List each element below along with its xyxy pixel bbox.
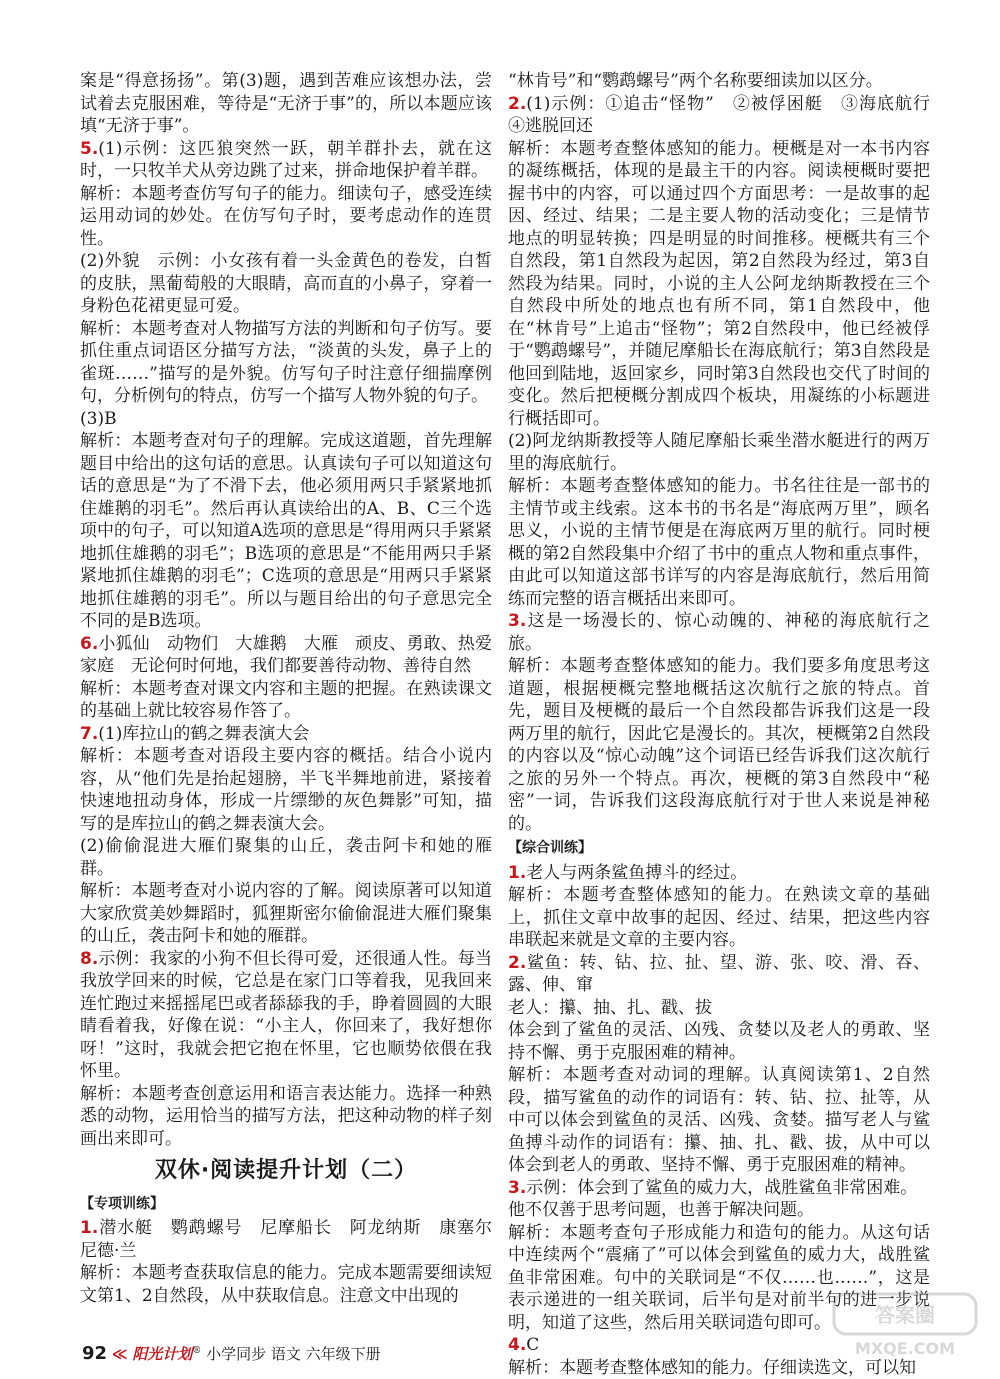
explanation: 解析：本题考查对课文内容和主题的把握。在熟读课文的基础上就比较容易作答了。	[80, 678, 492, 723]
answer-5-1: 5.(1)示例：这匹狼突然一跃，朝羊群扑去，就在这时，一只牧羊犬从旁边跳了过来，拼命地保护着羊群。	[80, 138, 492, 183]
answer-5-3: (3)B	[80, 408, 492, 431]
registered-mark: ®	[192, 1346, 201, 1356]
watermark-url: MXQE.COM	[855, 1339, 955, 1358]
question-number: 1.	[80, 1218, 98, 1238]
question-number: 2.	[508, 94, 526, 114]
explanation: 解析：本题考查对人物描写方法的判断和句子仿写。要抓住重点词语区分描写方法，“淡黄的头发，鼻子上的雀斑……”描写的是外貌。仿写句子时注意仔细揣摩例句，分析例句的特点，仿写一个描写人物外貌的句子。	[80, 318, 492, 408]
answer-c4: 4.C	[508, 1334, 930, 1357]
explanation: 解析：本题考查整体感知的能力。仔细读选文，可以知	[508, 1357, 930, 1379]
answer-8: 8.示例：我家的小狗不但长得可爱，还很通人性。每当我放学回来的时候，它总是在家门口等着我，见我回来连忙跑过来摇摇尾巴或者舔舔我的手，睁着圆圆的大眼睛看着我，好像在说：“小主人，你回来了，我好想你呀！”这时，我就会把它抱在怀里，它也顺势依偎在我怀里。	[80, 948, 492, 1083]
answer-6: 6.小狐仙 动物们 大雄鹅 大雁 顽皮、勇敢、热爱家庭 无论何时何地，我们都要善待动物、善待自然	[80, 633, 492, 678]
right-column	[508, 70, 930, 1379]
answer-7-2: (2)偷偷混进大雁们聚集的山丘，袭击阿卡和她的雁群。	[80, 835, 492, 880]
answer-s2-2: (2)阿龙纳斯教授等人随尼摩船长乘坐潜水艇进行的两万里的海底航行。	[508, 430, 930, 475]
question-number: 7.	[80, 724, 98, 744]
brand-logo: 阳光计划	[132, 1345, 192, 1363]
explanation: 解析：本题考查对小说内容的了解。阅读原著可以知道大家欣赏美妙舞蹈时，狐狸斯密尔偷偷混进大雁们聚集的山丘，袭击阿卡和她的雁群。	[80, 880, 492, 948]
question-number: 8.	[80, 949, 98, 969]
double-chevron-icon: ≪	[112, 1345, 128, 1363]
answer-s3: 3.这是一场漫长的、惊心动魄的、神秘的海底航行之旅。	[508, 610, 930, 655]
explanation: 解析：本题考查整体感知的能力。我们要多角度思考这道题，根据梗概完整地概括这次航行之旅的特点。首先，题目及梗概的最后一个自然段都告诉我们这是一段两万里的航行，因此它是漫长的。其次，梗概第2自然段的内容以及“惊心动魄”这个词语已经告诉我们这次航行之旅的另外一个特点。再次，梗概的第3自然段中“秘密”一词，告诉我们这段海底航行对于世人来说是神秘的。	[508, 655, 930, 835]
question-number: 6.	[80, 634, 98, 654]
answer-5-2: (2)外貌 示例：小女孩有着一头金黄色的卷发，白皙的皮肤，黑葡萄般的大眼睛，高而直的小鼻子，穿着一身粉色花裙更显可爱。	[80, 250, 492, 318]
question-number: 4.	[508, 1335, 526, 1355]
left-column	[80, 70, 492, 1307]
question-number: 1.	[508, 863, 526, 883]
answer-line: 老人：攥、抽、扎、戳、拔	[508, 997, 930, 1020]
answer-c3: 3.示例：体会到了鲨鱼的威力大，战胜鲨鱼非常困难。	[508, 1177, 930, 1200]
answer-7-1: 7.(1)库拉山的鹤之舞表演大会	[80, 723, 492, 746]
explanation: 解析：本题考查句子形成能力和造句的能力。从这句话中连续两个“震痛了”可以体会到鲨鱼的威力大，战胜鲨鱼非常困难。句中的关联词是“不仅……也……”，这是表示递进的一组关联词，后半句是对前半句的进一步说明，知道了这些，然后用关联词造句即可。	[508, 1222, 930, 1335]
watermark-logo	[830, 1290, 980, 1360]
explanation: 解析：本题考查整体感知的能力。书名往往是一部书的主情节或主线索。这本书的书名是“海底两万里”，顾名思义，小说的主情节便是在海底两万里的航行。同时梗概的第2自然段集中介绍了书中的重点人物和重点事件，由此可以知道这部书详写的内容是海底航行，然后用简练而完整的语言概括出来即可。	[508, 475, 930, 610]
question-number: 2.	[508, 953, 526, 973]
explanation: 解析：本题考查仿写句子的能力。细读句子，感受连续运用动词的妙处。在仿写句子时，要考虑动作的连贯性。	[80, 183, 492, 251]
question-number: 3.	[508, 1178, 526, 1198]
explanation: 解析：本题考查对动词的理解。认真阅读第1、2自然段，描写鲨鱼的动作的词语有：转、钻、拉、扯等，从中可以体会到鲨鱼的灵活、凶残、贪婪。描写老人与鲨鱼搏斗动作的词语有：攥、抽、扎、戳、拔，从中可以体会到老人的勇敢、坚持不懈、勇于克服困难的精神。	[508, 1064, 930, 1177]
answer-c1: 1.老人与两条鲨鱼搏斗的经过。	[508, 862, 930, 885]
explanation: 解析：本题考查整体感知的能力。梗概是对一本书内容的凝练概括，体现的是最主干的内容。阅读梗概时要把握书中的内容，可以通过四个方面思考：一是故事的起因、经过、结果；二是主要人物的活动变化；三是情节地点的明显转换；四是明显的时间推移。梗概共有三个自然段，第1自然段为起因，第2自然段为经过，第3自然段为结果。同时，小说的主人公阿龙纳斯教授在三个自然段中所处的地点也有所不同，第1自然段中，他在“林肯号”上追击“怪物”；第2自然段中，他已经被俘于“鹦鹉螺号”，并随尼摩船长在海底航行；第3自然段是他回到陆地，返回家乡，同时第3自然段也交代了时间的变化。然后把梗概分割成四个板块，用凝练的小标题进行概括即可。	[508, 138, 930, 431]
explanation: 解析：本题考查对语段主要内容的概括。结合小说内容，从“他们先是抬起翅膀，半飞半舞地前进，紧接着快速地扭动身体，形成一片缥缈的灰色舞影”可知，描写的是库拉山的鹤之舞表演大会。	[80, 745, 492, 835]
question-number: 5.	[80, 139, 98, 159]
explanation: 解析：本题考查获取信息的能力。完成本题需要细读短文第1、2自然段，从中获取信息。注意文中出现的	[80, 1262, 492, 1307]
question-number: 3.	[508, 611, 526, 631]
explanation: 解析：本题考查整体感知的能力。在熟读文章的基础上，抓住文章中故事的起因、经过、结果，把这些内容串联起来就是文章的主要内容。	[508, 884, 930, 952]
paragraph: 案是“得意扬扬”。第(3)题，遇到苦难应该想办法，尝试着去克服困难，等待是“无济于事”的，所以本题应该填“无济于事”。	[80, 70, 492, 138]
special-training-heading: 【 专项训练 】	[80, 1193, 164, 1216]
book-subtitle: 小学同步 语文 六年级下册	[206, 1345, 381, 1363]
page-number: 92	[82, 1343, 107, 1364]
explanation: 解析：本题考查对句子的理解。完成这道题，首先理解题目中给出的这句话的意思。认真读句子可以知道这句话的意思是“为了不滑下去，他必须用两只手紧紧地抓住雄鹅的羽毛”。然后再认真读给出的A、B、C三个选项中的句子，可以知道A选项的意思是“得用两只手紧紧地抓住雄鹅的羽毛”；B选项的意思是“不能用两只手紧紧地抓住雄鹅的羽毛”；C选项的意思是“用两只手紧紧地抓住雄鹅的羽毛”。所以与题目给出的句子意思完全不同的是B选项。	[80, 430, 492, 633]
page-footer	[82, 1343, 381, 1364]
explanation: 解析：本题考查创意运用和语言表达能力。选择一种熟悉的动物，运用恰当的描写方法，把这种动物的样子刻画出来即可。	[80, 1083, 492, 1151]
answer-s2-1: 2.(1)示例：①追击“怪物” ②被俘困艇 ③海底航行 ④逃脱回还	[508, 93, 930, 138]
section-title: 双休·阅读提升计划（二）	[80, 1160, 492, 1183]
answer-c2: 2.鲨鱼：转、钻、拉、扯、望、游、张、咬、滑、吞、露、伸、窜	[508, 952, 930, 997]
answer-s1: 1.潜水艇 鹦鹉螺号 尼摩船长 阿龙纳斯 康塞尔 尼德·兰	[80, 1217, 492, 1262]
watermark-text: 答案圈	[875, 1303, 935, 1327]
answer-line: 他不仅善于思考问题，也善于解决问题。	[508, 1199, 930, 1222]
paragraph: “林肯号”和“鹦鹉螺号”两个名称要细读加以区分。	[508, 70, 930, 93]
comprehensive-training-heading: 【 综合训练 】	[508, 837, 592, 860]
answer-line: 体会到了鲨鱼的灵活、凶残、贪婪以及老人的勇敢、坚持不懈、勇于克服困难的精神。	[508, 1019, 930, 1064]
